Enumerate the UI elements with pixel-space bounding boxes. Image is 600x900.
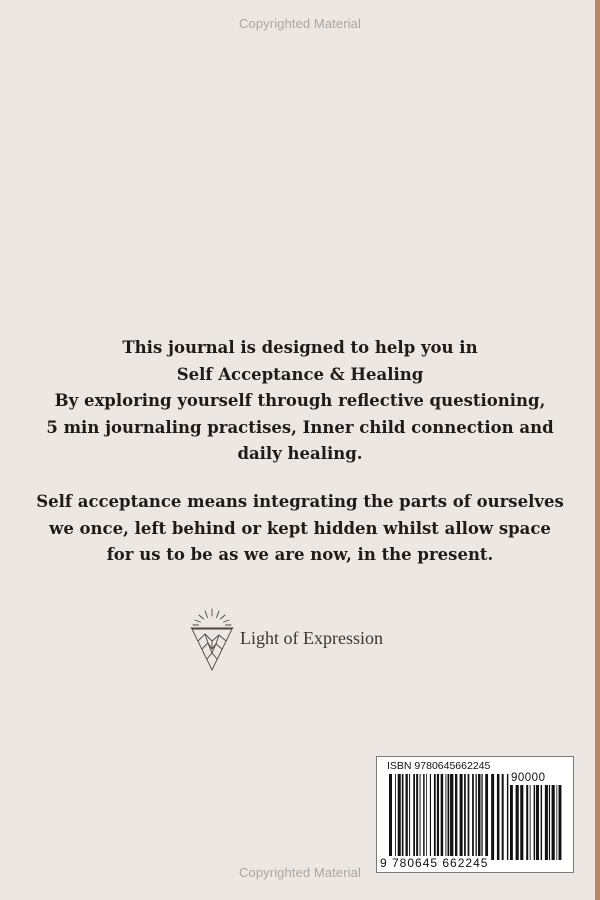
blurb-line: for us to be as we are now, in the present. <box>106 545 494 564</box>
barcode-bar <box>491 774 494 860</box>
barcode-bar <box>434 774 436 860</box>
barcode-bar <box>426 774 427 860</box>
barcode-bar <box>448 774 450 860</box>
barcode-bar <box>476 774 477 860</box>
isbn-barcode <box>376 756 574 873</box>
barcode-bar <box>530 785 531 860</box>
barcode-bar <box>541 785 542 860</box>
blurb-line: we once, left behind or kept hidden whilst allow space <box>49 518 551 538</box>
barcode-bar <box>481 774 482 860</box>
blurb-line: daily healing. <box>237 444 363 463</box>
copyright-watermark-top: Copyrighted Material <box>239 16 361 31</box>
barcode-bar <box>437 774 439 860</box>
copyright-watermark-bottom: Copyrighted Material <box>239 865 361 880</box>
barcode-bar <box>534 785 536 860</box>
barcode-bar <box>455 774 457 860</box>
barcode-bar <box>556 785 557 860</box>
barcode-bar <box>430 774 431 860</box>
isbn-digits: 9 780645 662245 <box>380 856 489 870</box>
barcode-bar <box>402 774 404 860</box>
publisher-logo <box>188 608 418 674</box>
barcode-bar <box>450 774 453 860</box>
barcode-bar <box>516 785 519 860</box>
mountain-sun-icon <box>188 608 236 672</box>
barcode-addon-bars <box>510 785 564 860</box>
barcode-bar <box>468 774 470 860</box>
barcode-bar <box>420 774 421 860</box>
barcode-bar <box>472 774 474 860</box>
barcode-bar <box>441 774 444 860</box>
barcode-bar <box>413 774 415 860</box>
barcode-bar <box>409 774 410 860</box>
barcode-bar <box>478 774 481 860</box>
barcode-bar <box>395 774 396 860</box>
barcode-bar <box>507 774 508 860</box>
blurb-line: 5 min journaling practises, Inner child connection and <box>46 417 554 437</box>
barcode-bar <box>389 774 392 860</box>
isbn-label: ISBN 9780645662245 <box>387 760 491 772</box>
blurb-line: By exploring yourself through reflective questioning, <box>54 391 546 410</box>
barcode-bar <box>510 785 513 860</box>
blurb-line: Self Acceptance & Healing <box>176 364 424 384</box>
blurb-line: Self acceptance means integrating the parts of ourselves <box>36 492 564 511</box>
publisher-name: Light of Expression <box>240 628 383 648</box>
barcode-bar <box>559 785 562 860</box>
barcode-bar <box>398 774 401 860</box>
blurb-paragraph-2 <box>20 489 580 569</box>
barcode-bar <box>423 774 424 860</box>
barcode-bar <box>552 785 555 860</box>
barcode-bar <box>549 785 550 860</box>
barcode-bar <box>526 785 528 860</box>
barcode-bar <box>502 774 504 860</box>
barcode-bar <box>485 774 488 860</box>
barcode-bar <box>405 774 407 860</box>
blurb-paragraph-1 <box>20 335 580 468</box>
spine-edge <box>595 0 600 900</box>
barcode-bar <box>536 785 539 860</box>
barcode-bar <box>497 774 500 860</box>
blurb-line: This journal is designed to help you in <box>122 338 478 357</box>
barcode-bar <box>445 774 446 860</box>
barcode-bar <box>520 785 523 860</box>
barcode-bars <box>389 774 509 860</box>
barcode-bar <box>545 785 548 860</box>
barcode-bar <box>464 774 466 860</box>
barcode-bar <box>460 774 463 860</box>
price-code: 90000 <box>511 772 546 784</box>
barcode-bar <box>416 774 418 860</box>
